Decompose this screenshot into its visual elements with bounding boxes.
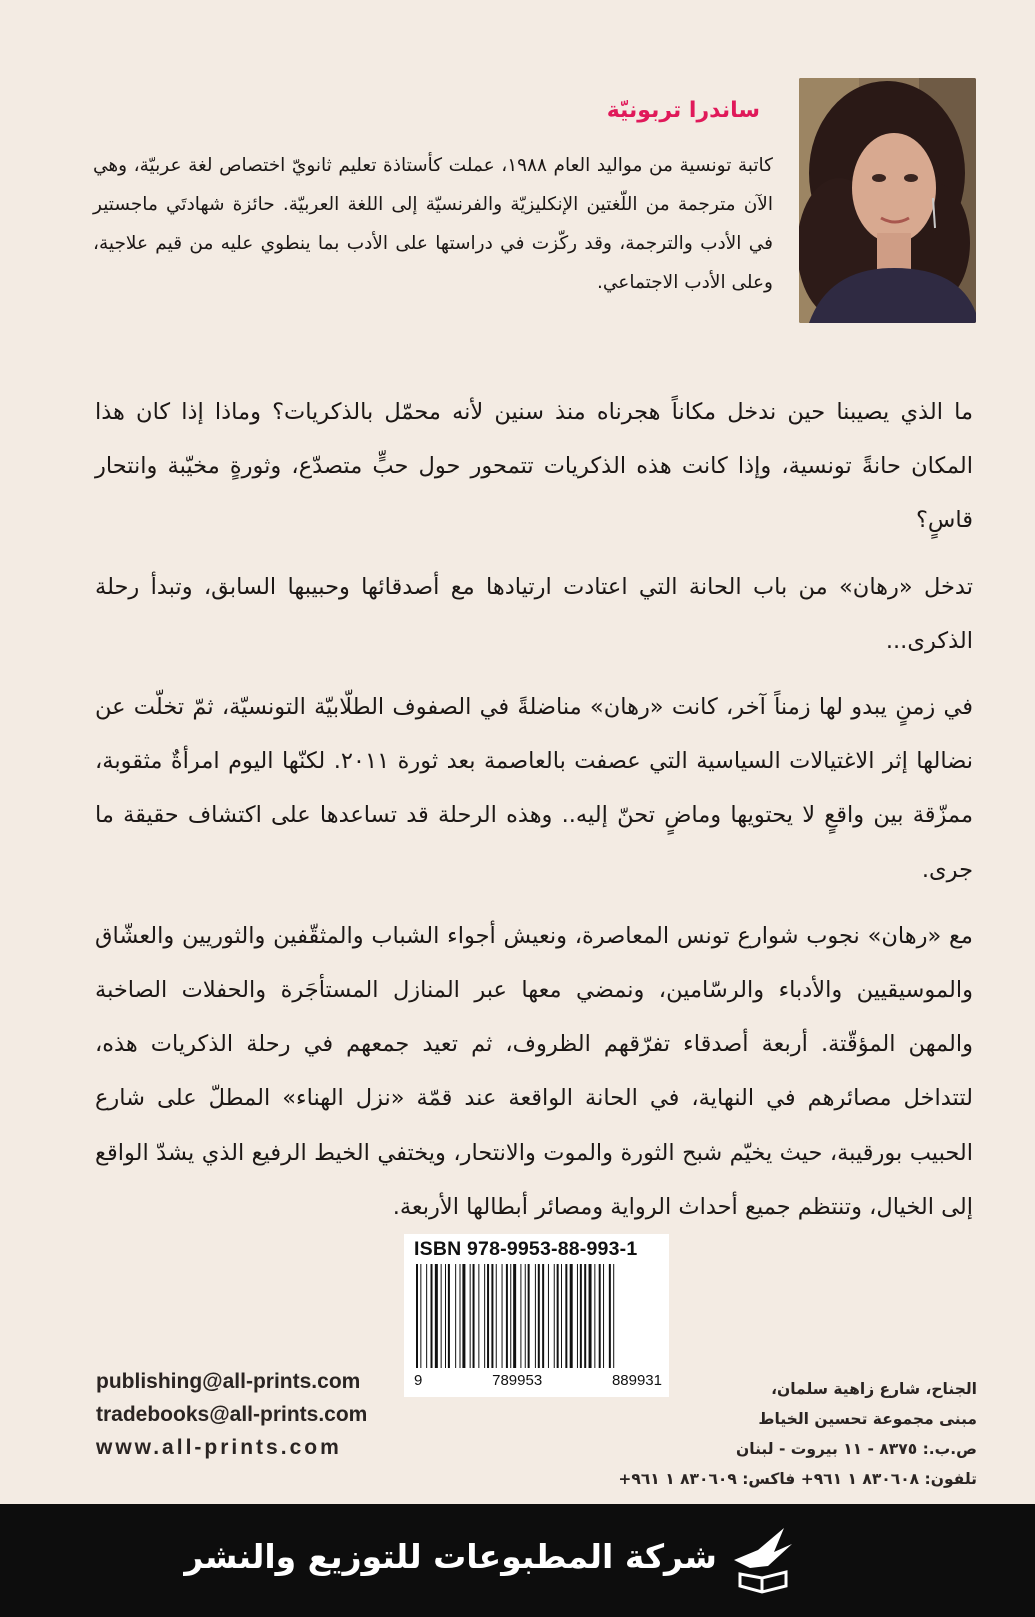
barcode-bar <box>484 1264 485 1368</box>
blurb-paragraph: مع «رهان» نجوب شوارع تونس المعاصرة، ونعيش أجواء الشباب والمثقّفين والثوريين والعشّاق والموسيقيين والأدباء والرسّامين، ونمضي معها عبر المنازل المستأجَرة والحفلات الصاخبة والمهن المؤقّتة. أربعة أصدقاء تفرّقهم الظروف، ثم تعيد جمعهم في رحلة الذكريات هذه، لتتداخل مصائرهم في النهاية، في الحانة الواقعة عند قمّة «نزل الهناء» المطلّ على شارع الحبيب بورقيبة، حيث يخيّم شبح الثورة والموت والانتحار، ويختفي الخيط الرفيع الذي يشدّ الواقع إلى الخيال، وتنتظم جميع أحداث الرواية ومصائر أبطالها الأربعة. <box>95 922 973 1220</box>
barcode-bar <box>589 1264 592 1368</box>
barcode-bar <box>554 1264 555 1368</box>
isbn-digit-group: 9 <box>414 1372 423 1389</box>
author-name: ساندرا تربونيّة <box>606 98 760 123</box>
barcode-bar <box>510 1264 511 1368</box>
barcode-bar <box>609 1264 611 1368</box>
barcode-bar <box>441 1264 442 1368</box>
barcode-bar <box>565 1264 567 1368</box>
blurb-paragraph: تدخل «رهان» من باب الحانة التي اعتادت ارتيادها مع أصدقائها وحبيبها السابق، وتبدأ رحلة الذكرى... <box>95 573 973 654</box>
isbn-label: ISBN 978-9953-88-993-1 <box>414 1238 638 1260</box>
barcode-bar <box>548 1264 549 1368</box>
publisher-name: شركة المطبوعات للتوزيع والنشر <box>184 1537 717 1576</box>
barcode-bar <box>513 1264 516 1368</box>
barcode-bar <box>580 1264 582 1368</box>
barcode-bar <box>487 1264 489 1368</box>
barcode-bar <box>416 1264 418 1368</box>
author-photo <box>799 78 976 323</box>
book-blurb <box>95 385 973 1246</box>
barcode-bar <box>455 1264 456 1368</box>
blurb-paragraph: في زمنٍ يبدو لها زمناً آخر، كانت «رهان» مناضلةً في الصفوف الطلّابيّة التونسيّة، ثمّ تخلّت عن نضالها إثر الاغتيالات السياسية التي عصفت بالعاصمة بعد ثورة ٢٠١١. لكنّها اليوم امرأةٌ مثقوبة، ممزّقة بين واقعٍ لا يحتويها وماضٍ تحنّ إليه.. وهذه الرحلة قد تساعدها على اكتشاف حقيقة ما جرى. <box>95 694 973 883</box>
address-line: تلفون: ٨٣٠٦٠٨ ١ ٩٦١+ فاكس: ٨٣٠٦٠٩ ١ ٩٦١+ <box>618 1470 977 1488</box>
bird-on-book-icon <box>728 1522 800 1594</box>
barcode-bar <box>473 1264 475 1368</box>
barcode-bar <box>502 1264 503 1368</box>
barcode-bar <box>448 1264 450 1368</box>
author-bio: كاتبة تونسية من مواليد العام ١٩٨٨، عملت كأستاذة تعليم ثانويّ اختصاص لغة عربيّة، وهي الآن مترجمة من اللّغتين الإنكليزيّة والفرنسيّة إلى اللغة العربيّة. حائزة شهادتَي ماجستير في الأدب والترجمة، وقد ركّزت في دراستها على الأدب بما ينطوي عليه من قيم علاجية، وعلى الأدب الاجتماعي. <box>93 155 773 293</box>
barcode-bar <box>570 1264 573 1368</box>
publisher-contacts <box>96 1365 367 1464</box>
barcode-bar <box>478 1264 479 1368</box>
email-publishing-link[interactable]: publishing@all-prints.com <box>96 1370 361 1393</box>
barcode-bar <box>426 1264 427 1368</box>
barcode-bar <box>584 1264 586 1368</box>
barcode-bar <box>535 1264 536 1368</box>
address-line: الجناح، شارع زاهية سلمان، <box>771 1380 977 1398</box>
barcode-bar <box>496 1264 497 1368</box>
barcode-bar <box>435 1264 438 1368</box>
barcode-bar <box>431 1264 433 1368</box>
publisher-footer <box>0 1504 1035 1617</box>
barcode-bar <box>462 1264 465 1368</box>
isbn-barcode-block <box>404 1234 669 1397</box>
website-link[interactable]: www.all-prints.com <box>96 1436 342 1459</box>
barcode-bar <box>538 1264 540 1368</box>
publisher-address <box>577 1374 977 1494</box>
address-line: مبنى مجموعة تحسين الخياط <box>758 1410 977 1428</box>
blurb-paragraph: ما الذي يصيبنا حين ندخل مكاناً هجرناه منذ سنين لأنه محمّل بالذكريات؟ وماذا إذا كان هذا المكان حانةً تونسية، وإذا كانت هذه الذكريات تتمحور حول حبٍّ متصدّع، وثورةٍ مخيّبة وانتحار قاسٍ؟ <box>95 399 973 534</box>
barcode-bar <box>561 1264 562 1368</box>
barcode-icon <box>414 1264 662 1372</box>
barcode-bar <box>613 1264 614 1368</box>
address-line: ص.ب.: ٨٣٧٥ - ١١ بيروت - لبنان <box>736 1440 977 1458</box>
barcode-bar <box>525 1264 526 1368</box>
barcode-bar <box>445 1264 446 1368</box>
barcode-bar <box>420 1264 421 1368</box>
email-tradebooks-link[interactable]: tradebooks@all-prints.com <box>96 1403 368 1426</box>
barcode-bar <box>528 1264 530 1368</box>
barcode-bar <box>542 1264 544 1368</box>
isbn-digit-group: 789953 <box>492 1372 543 1389</box>
barcode-bar <box>603 1264 604 1368</box>
barcode-bar <box>577 1264 578 1368</box>
isbn-digit-group: 889931 <box>611 1372 662 1389</box>
author-portrait-icon <box>799 78 976 323</box>
barcode-bar <box>594 1264 595 1368</box>
barcode-bar <box>520 1264 521 1368</box>
barcode-bar <box>470 1264 471 1368</box>
barcode-bar <box>557 1264 559 1368</box>
barcode-bar <box>599 1264 601 1368</box>
barcode-bar <box>491 1264 493 1368</box>
barcode-bar <box>506 1264 508 1368</box>
barcode-bar <box>460 1264 461 1368</box>
